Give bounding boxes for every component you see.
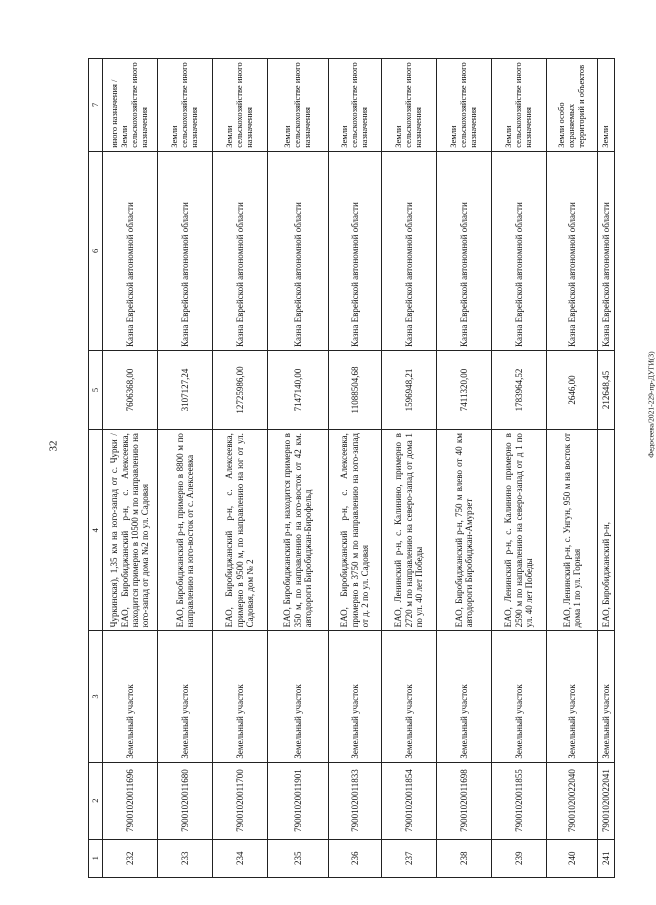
table-row [268, 59, 329, 878]
value: 2646,00 [547, 350, 598, 429]
location: ЕАО, Ленинский р-н, с. Калинино примерно в 2590 м по направлению на северо-запад от д 1 по ул. 40 лет Победы [492, 430, 547, 631]
object-type: Земельный участок [547, 631, 598, 762]
row-number: 237 [382, 839, 437, 877]
header-row [89, 59, 103, 878]
land-registry-table [88, 58, 615, 878]
holder: Казна Еврейской автономной области [268, 151, 329, 350]
cadastral-number: 79001020011901 [268, 762, 329, 839]
header-col-4: 4 [89, 430, 103, 631]
object-type: Земельный участок [382, 631, 437, 762]
value: 1596948,21 [382, 350, 437, 429]
page-number: 32 [47, 440, 60, 452]
cadastral-number: 79001020022040 [547, 762, 598, 839]
location: ЕАО, Биробиджанский р-н, находится примерно в 350 м, по направлению на юго-восток от 42 км. автодороги Биробиджан-Бирофельд [268, 430, 329, 631]
table-row [158, 59, 213, 878]
table-row [598, 59, 615, 878]
land-category: Земли сельскохозяйстве иного назначения [213, 59, 268, 152]
object-type: Земельный участок [437, 631, 492, 762]
land-category: Земли сельскохозяйстве иного назначения [268, 59, 329, 152]
object-type: Земельный участок [268, 631, 329, 762]
table-row [103, 59, 158, 878]
location: ЕАО, Биробиджанский р-н, примерно в 8800 м по направлению на юго-восток от с. Алексеевка [158, 430, 213, 631]
land-category: Земли [598, 59, 615, 152]
header-col-1: 1 [89, 839, 103, 877]
row-number: 232 [103, 839, 158, 877]
holder: Казна Еврейской автономной области [492, 151, 547, 350]
value: 7606368,00 [103, 350, 158, 429]
rotated-table-container [88, 58, 611, 878]
row-number: 239 [492, 839, 547, 877]
header-col-3: 3 [89, 631, 103, 762]
holder: Казна Еврейской автономной области [213, 151, 268, 350]
location: ЕАО, Биробиджанский р-н, 750 м влево от 40 км автодороги Биробиджан-Амурзет [437, 430, 492, 631]
location: ЕАО, Ленинский р-н, с. Унгун, 950 м на восток от дома 1 по ул. Горная [547, 430, 598, 631]
object-type: Земельный участок [158, 631, 213, 762]
table-row [492, 59, 547, 878]
row-number: 236 [329, 839, 382, 877]
land-category: Земли сельскохозяйстве иного назначения [382, 59, 437, 152]
holder: Казна Еврейской автономной области [158, 151, 213, 350]
land-category: Земли сельскохозяйстве иного назначения [158, 59, 213, 152]
value: 3107127,24 [158, 350, 213, 429]
holder: Казна Еврейской автономной области [547, 151, 598, 350]
land-category: Земли сельскохозяйстве иного назначения [492, 59, 547, 152]
header-col-5: 5 [89, 350, 103, 429]
table-row [547, 59, 598, 878]
land-category: Земли сельскохозяйстве иного назначения [437, 59, 492, 152]
row-number: 238 [437, 839, 492, 877]
row-number: 241 [598, 839, 615, 877]
location: Чуркинская), 1,35 км на юго-запад от с. Чурки / ЕАО, Биробиджанский р-н, с. Алексеевка, находится примерно в 10500 м по направлению на юго-запад от дома №2 по ул. Садовая [103, 430, 158, 631]
holder: Казна Еврейской автономной области [437, 151, 492, 350]
cadastral-number: 79001020011698 [437, 762, 492, 839]
location: ЕАО, Биробиджанский р-н, с. Алексеевка, примерно в 3750 м по направлению на юго-запад от д. 2 по ул. Садовая [329, 430, 382, 631]
table-row [382, 59, 437, 878]
value: 1783964,52 [492, 350, 547, 429]
location: ЕАО, Ленинский р-н, с. Калинино, примерно в 2720 м по направлению на северо-запад от дома 1 по ул. 40 лет Победы [382, 430, 437, 631]
value: 11088504,68 [329, 350, 382, 429]
land-category: Земли сельскохозяйстве иного назначения [329, 59, 382, 152]
table-row [437, 59, 492, 878]
value: 7411320,00 [437, 350, 492, 429]
cadastral-number: 79001020011700 [213, 762, 268, 839]
object-type: Земельный участок [329, 631, 382, 762]
row-number: 233 [158, 839, 213, 877]
document-footer: Федосеева/2021-229-пр-ДУГИ(3) [646, 351, 656, 458]
header-col-2: 2 [89, 762, 103, 839]
object-type: Земельный участок [492, 631, 547, 762]
value: 212648,45 [598, 350, 615, 429]
value: 12725986,00 [213, 350, 268, 429]
object-type: Земельный участок [598, 631, 615, 762]
holder: Казна Еврейской автономной области [598, 151, 615, 350]
cadastral-number: 79001020011855 [492, 762, 547, 839]
table-row [329, 59, 382, 878]
table-row [213, 59, 268, 878]
cadastral-number: 79001020011680 [158, 762, 213, 839]
location: ЕАО, Биробиджанский р-н, с. Алексеевка, примерно в 9500 м, по направлению на юг от ул. Садовая, дом № 2 [213, 430, 268, 631]
cadastral-number: 79001020011696 [103, 762, 158, 839]
header-col-7: 7 [89, 59, 103, 152]
object-type: Земельный участок [103, 631, 158, 762]
land-category: иного назначения / Земли сельскохозяйстве иного назначения [103, 59, 158, 152]
cadastral-number: 79001020011854 [382, 762, 437, 839]
holder: Казна Еврейской автономной области [329, 151, 382, 350]
cadastral-number: 79001020022041 [598, 762, 615, 839]
holder: Казна Еврейской автономной области [382, 151, 437, 350]
holder: Казна Еврейской автономной области [103, 151, 158, 350]
land-category: Земли особо охраняемых территорий и объектов [547, 59, 598, 152]
row-number: 240 [547, 839, 598, 877]
row-number: 234 [213, 839, 268, 877]
cadastral-number: 79001020011833 [329, 762, 382, 839]
row-number: 235 [268, 839, 329, 877]
value: 7147140,00 [268, 350, 329, 429]
location: ЕАО, Биробиджанский р-н, [598, 430, 615, 631]
object-type: Земельный участок [213, 631, 268, 762]
header-col-6: 6 [89, 151, 103, 350]
